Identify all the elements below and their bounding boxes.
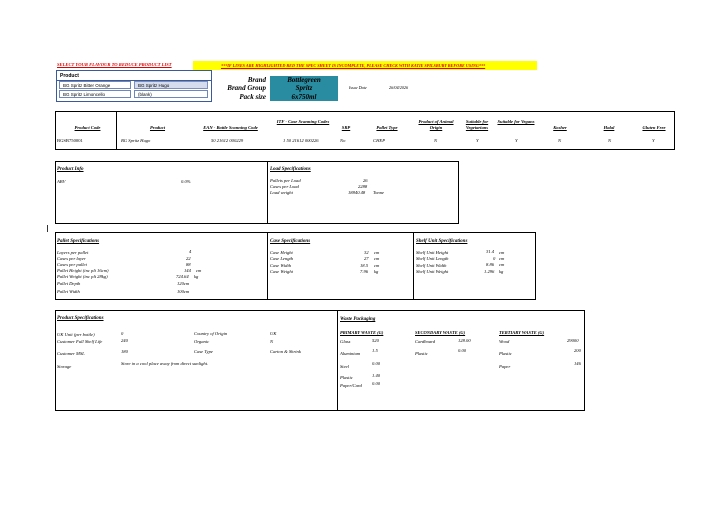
country-value: UK (270, 331, 277, 336)
pack-size-value: 6x750ml (291, 93, 317, 101)
shelf-row-label: Shelf Unit Weight (416, 269, 449, 274)
cell-srp: No (340, 138, 346, 143)
shelf-row-unit: kg (499, 269, 504, 274)
filter-item-hugo[interactable]: BG Spritz Hugo (134, 81, 208, 89)
abv-value: 0.0% (181, 179, 191, 184)
load-spec-title: Load Specifications (270, 167, 311, 172)
col-header-halal: Halal (603, 125, 615, 130)
load-row-value: 2288 (358, 184, 368, 189)
col-header-product: Product (149, 125, 166, 130)
waste-title: Waste Packaging (340, 317, 376, 322)
case-row-label: Case Width (270, 263, 292, 268)
pallet-row-value: 144 (184, 268, 191, 273)
table-divider (116, 111, 117, 150)
load-row-label: Load weight (270, 190, 293, 195)
pack-size-label: Pack size (239, 93, 266, 101)
incomplete-spec-warning: ***IF LINES ARE HIGHLIGHTED RED THE SPEC SHEET IS INCOMPLETE, PLEASE CHECK WITH KATIE SPILSBURY BEFORE USING*** (193, 61, 537, 70)
brand-group-label: Brand Group (227, 84, 266, 92)
pallet-row-label: Layers per pallet (57, 250, 89, 255)
case-type-label: Case Type (194, 349, 213, 354)
load-row-unit: Tonne (373, 190, 385, 195)
msl-value: 180 (121, 349, 128, 354)
tertiary-waste-value: 200 (574, 348, 581, 353)
cell-vegetarian: Y (476, 138, 479, 143)
pallet-row-value: 724.64 (176, 274, 189, 279)
cell-vegan: Y (515, 138, 518, 143)
pallet-row-label: Pallet Width (57, 289, 80, 294)
secondary-waste-value: 0.00 (458, 348, 467, 353)
cell-product: BG Spritz Hugo (121, 138, 151, 143)
product-info-load-panel (55, 161, 459, 224)
load-row-value: 18840.48 (348, 190, 366, 195)
issue-date-value: 26/04/2026 (389, 85, 409, 90)
cell-pallet-type: CHEP (373, 138, 385, 143)
load-row-label: Pallets per Load (270, 178, 301, 183)
panel-divider (413, 232, 414, 300)
country-label: Country of Origin (194, 331, 228, 336)
primary-waste-value: 1.40 (372, 373, 381, 378)
product-spec-title: Product Specifications (57, 316, 104, 321)
primary-waste-label: Glass (340, 339, 351, 344)
shelf-row-label: Shelf Unit Width (416, 263, 447, 268)
secondary-waste-label: Plastic (415, 351, 428, 356)
pallet-row-value: 100cm (177, 289, 190, 294)
storage-value: Store in a cool place away from direct sunlight. (121, 361, 209, 366)
uk-unit-value: 0 (121, 331, 124, 336)
pallet-row-label: Pallet Depth (57, 281, 81, 286)
case-row-label: Case Length (270, 256, 294, 261)
pallet-row-unit: kg (194, 274, 199, 279)
case-row-value: 27 (364, 256, 369, 261)
case-row-unit: cm (374, 256, 380, 261)
abv-label: ABV (57, 179, 66, 184)
pallet-row-value: 88 (186, 262, 191, 267)
col-header-gluten-free: Gluten Free (642, 125, 666, 130)
msl-label: Customer MSL (57, 351, 85, 356)
primary-waste-label: Plastic (340, 375, 353, 380)
text-cursor (47, 225, 48, 232)
case-row-label: Case Weight (270, 269, 293, 274)
shelf-row-unit: cm (499, 256, 505, 261)
case-type-value: Carton & Shrink (270, 349, 301, 354)
shelf-life-value: 240 (121, 338, 128, 343)
col-header-srp: SRP (341, 125, 351, 130)
secondary-waste-label: Cardboard (415, 339, 436, 344)
cell-product-code: BGSB750001 (57, 138, 83, 143)
shelf-row-value: 1.296 (484, 269, 495, 274)
cell-halal: N (608, 138, 612, 143)
col-header-animal-origin: Product of Animal Origin (418, 119, 454, 130)
shelf-row-label: Shelf Unit Length (416, 256, 449, 261)
pallet-row-label: Cases per layer (57, 256, 86, 261)
case-spec-title: Case Specifications (270, 239, 311, 244)
primary-waste-label: Paper/Card (340, 383, 362, 388)
tertiary-waste-header: TERTIARY WASTE (G) (499, 330, 545, 335)
panel-divider (337, 310, 338, 411)
storage-label: Storage (57, 364, 72, 369)
col-header-product-code: Product Code (74, 125, 101, 130)
pallet-row-label: Cases per pallet (57, 262, 87, 267)
pallet-spec-title: Pallet Specifications (57, 239, 100, 244)
filter-item-blank[interactable]: (blank) (134, 90, 208, 98)
tertiary-waste-value: 146 (574, 361, 581, 366)
brand-value: Bottlegreen (287, 76, 321, 84)
product-table (55, 111, 675, 150)
pallet-row-label: Pallet Weight (inc plt 28kg) (57, 274, 108, 279)
case-row-unit: cm (374, 263, 380, 268)
shelf-row-unit: cm (499, 250, 505, 255)
primary-waste-value: 0.00 (372, 381, 381, 386)
cell-ean: 50 21612 000229 (211, 138, 244, 143)
cell-animal-origin: N (434, 138, 438, 143)
panel-divider (267, 232, 268, 300)
shelf-row-value: 31.4 (486, 249, 495, 254)
primary-waste-header: PRIMARY WASTE (G) (340, 330, 384, 335)
secondary-waste-value: 128.00 (458, 338, 471, 343)
cell-gluten-free: Y (652, 138, 655, 143)
pallet-row-value: 120cm (177, 281, 190, 286)
select-flavour-instruction: SELECT YOUR FLAVOUR TO REDUCE PRODUCT LIST (57, 62, 172, 67)
shelf-row-label: Shelf Unit Height (416, 250, 449, 255)
shelf-row-value: 8.86 (486, 262, 495, 267)
load-row-label: Cases per Load (270, 184, 299, 189)
shelf-row-value: 0 (493, 256, 496, 261)
col-header-vegan: Suitable for Vegans (497, 119, 535, 124)
primary-waste-label: Steel (340, 364, 349, 369)
primary-waste-value: 520 (372, 338, 379, 343)
case-row-unit: cm (374, 250, 380, 255)
tertiary-waste-label: Paper (499, 364, 511, 369)
primary-waste-label: Aluminium (340, 351, 361, 356)
col-header-kosher: Kosher (553, 125, 567, 130)
tertiary-waste-label: Wood (499, 339, 510, 344)
cell-itf: 1 50 21612 000226 (283, 138, 319, 143)
pallet-row-unit: cm (196, 268, 202, 273)
uk-unit-label: UK Unit (per bottle) (57, 332, 95, 337)
organic-label: Organic (194, 339, 210, 344)
case-row-value: 7.96 (360, 269, 369, 274)
filter-item-bitter-orange[interactable]: BG Spritz Bitter Orange (59, 81, 131, 89)
pallet-row-value: 4 (189, 249, 192, 254)
primary-waste-value: 1.5 (372, 348, 378, 353)
shelf-spec-title: Shelf Unit Specifications (416, 239, 468, 244)
brand-group-value: Spritz (295, 84, 313, 92)
brand-label: Brand (247, 76, 266, 84)
filter-item-limoncello[interactable]: BG Spritz Limoncello (59, 90, 131, 98)
tertiary-waste-value: 29000 (567, 338, 579, 343)
organic-value: N (270, 339, 274, 344)
case-row-unit: kg (374, 269, 379, 274)
cell-kosher: N (558, 138, 562, 143)
issue-date-label: Issue Date (349, 85, 367, 90)
pallet-row-label: Pallet Height (inc plt 16cm) (57, 268, 109, 273)
product-filter-title: Product (60, 73, 79, 79)
secondary-waste-header: SECONDARY WASTE (G) (415, 330, 466, 335)
col-header-ean: EAN - Bottle Scanning Code (203, 125, 258, 130)
case-row-label: Case Height (270, 250, 293, 255)
pallet-row-value: 22 (186, 256, 191, 261)
col-header-vegetarian: Suitable for Vegetarians (465, 119, 489, 130)
tertiary-waste-label: Plastic (499, 351, 512, 356)
case-row-value: 18.5 (360, 263, 369, 268)
col-header-itf: ITF - Case Scanning Codes (276, 119, 330, 124)
shelf-row-unit: cm (499, 262, 505, 267)
case-row-value: 32 (364, 250, 369, 255)
col-header-pallet-type: Pallet Type (376, 125, 398, 130)
load-row-value: 26 (363, 178, 368, 183)
product-info-title: Product Info (57, 167, 84, 172)
shelf-life-label: Customer Full Shelf Life (57, 339, 103, 344)
primary-waste-value: 0.00 (372, 361, 381, 366)
panel-divider (267, 161, 268, 224)
